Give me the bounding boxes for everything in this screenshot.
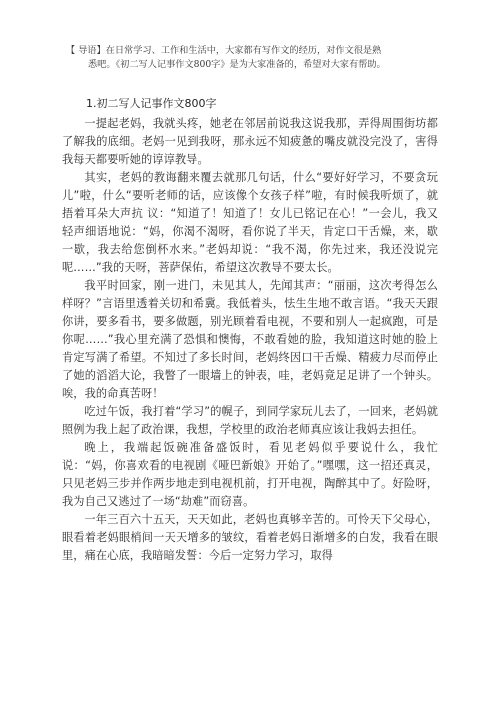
guide-intro bbox=[66, 44, 446, 71]
paragraph: 其实，老妈的教诲翻来覆去就那几句话，什么“要好好学习，不要贪玩儿”啦，什么“要听老师的话，应该像个女孩子样”啦，有时候我听烦了，就捂着耳朵大声抗 议：“知道了！知道了！女儿已铭记在心！”一会儿，我又轻声细语地说：“妈，你渴不渴呀，看你说了半天，肯定口干舌燥，来，歇一歇，我去给您倒杯水来。”老妈却说：“我不渴，你先过来，我还没说完呢……”我的天呀，菩萨保佑，希望这次教导不要太长。 bbox=[62, 171, 438, 274]
paragraph: 一年三百六十五天，天天如此，老妈也真够辛苦的。可怜天下父母心，眼看着老妈眼梢间一天天增多的皱纹，看着老妈日渐增多的白发，我看在眼里，痛在心底，我暗暗发誓：今后一定努力学习，取得 bbox=[62, 513, 438, 562]
paragraph: 我平时回家，刚一进门，未见其人，先闻其声：“丽丽，这次考得怎么样呀？”言语里透着关切和希冀。我低着头，怯生生地不敢言语。“我天天跟你讲，要多看书，要多做题，别光顾着看电视，不要和别人一起疯跑，可是你呢……”我心里充满了恐惧和懊悔，不敢看她的脸，我知道这时她的脸上肯定写满了希望。不知过了多长时间，老妈终因口干舌燥、精疲力尽而停止了她的滔滔大论，我瞥了一眼墙上的钟表，哇，老妈竟足足讲了一个钟头。唉，我的命真苦呀！ bbox=[62, 279, 438, 400]
article-body bbox=[62, 115, 438, 565]
article-title: 1.初二写人记事作文800字 bbox=[86, 97, 217, 110]
guide-line-2: 悉吧。《初二写人记事作文800字》是为大家准备的，希望对大家有帮助。 bbox=[88, 58, 386, 70]
guide-line-1: 【 导语】在日常学习、工作和生活中，大家都有写作文的经历，对作文很是熟 bbox=[66, 45, 382, 56]
paragraph: 一提起老妈，我就头疼，她老在邻居前说我这说我那，弄得周围街坊都了解我的底细。老妈一见到我呀，那永远不知疲惫的嘴皮就没完没了，害得我每天都要听她的谆谆教导。 bbox=[62, 117, 438, 166]
paragraph: 晚上，我端起饭碗准备盛饭时，看见老妈似乎要说什么，我忙说：“妈，你喜欢看的电视剧《哑巴新娘》开始了。”嘿嘿，这一招还真灵，只见老妈三步并作两步地走到电视机前，打开电视，陶醉其中了。好险呀，我为自己又逃过了一场“劫难”而窃喜。 bbox=[62, 441, 438, 508]
paragraph: 吃过午饭，我打着“学习”的幌子，到同学家玩儿去了，一回来，老妈就照例为我上起了政治课，我想，学校里的政治老师真应该让我妈去担任。 bbox=[62, 405, 438, 436]
